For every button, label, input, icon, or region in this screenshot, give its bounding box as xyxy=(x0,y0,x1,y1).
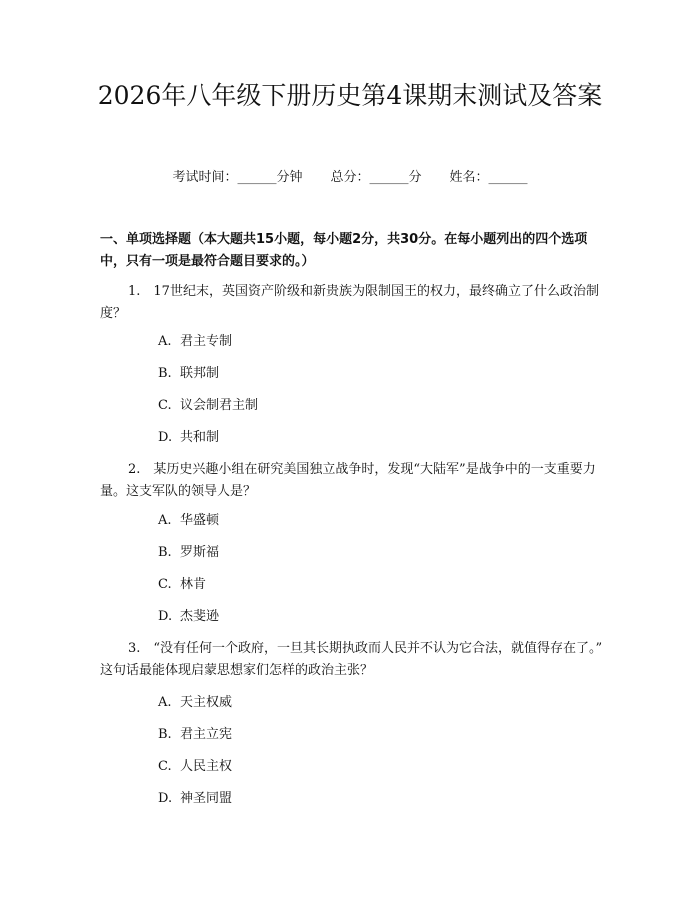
option-letter: A. xyxy=(158,334,172,349)
option-text: 议会制君主制 xyxy=(180,398,259,413)
option-text: 君主立宪 xyxy=(180,727,233,742)
question-2-option-c[interactable] xyxy=(158,575,206,595)
student-name-field: 姓名：______ xyxy=(449,170,528,185)
option-text: 罗斯福 xyxy=(180,545,220,560)
option-text: 共和制 xyxy=(180,430,220,445)
option-letter: D. xyxy=(158,609,173,624)
option-letter: B. xyxy=(158,545,172,560)
page-title: 2026年八年级下册历史第4课期末测试及答案 xyxy=(97,81,603,110)
option-letter: D. xyxy=(158,791,173,806)
question-1-option-d[interactable] xyxy=(158,428,219,448)
total-score-field: 总分：______分 xyxy=(330,170,422,185)
question-2-stem: 2. 某历史兴趣小组在研究美国独立战争时，发现“大陆军”是战争中的一支重要力量。这支军队的领导人是？ xyxy=(100,462,596,499)
option-text: 君主专制 xyxy=(180,334,233,349)
option-text: 华盛顿 xyxy=(180,513,220,528)
section-heading: 一、单项选择题（本大题共15小题，每小题2分，共30分。在每小题列出的四个选项中，只有一项是最符合题目要求的。） xyxy=(100,232,588,269)
question-1-option-a[interactable] xyxy=(158,332,232,352)
question-3-stem: 3. “没有任何一个政府，一旦其长期执政而人民并不认为它合法，就值得存在了。” 这句话最能体现启蒙思想家们怎样的政治主张？ xyxy=(100,641,616,678)
option-text: 神圣同盟 xyxy=(180,791,233,806)
question-2-option-b[interactable] xyxy=(158,543,219,563)
option-letter: D. xyxy=(158,430,173,445)
option-letter: A. xyxy=(158,513,172,528)
question-2-option-d[interactable] xyxy=(158,607,219,627)
option-text: 联邦制 xyxy=(180,366,220,381)
question-2-option-a[interactable] xyxy=(158,511,219,531)
option-letter: B. xyxy=(158,727,172,742)
question-3-option-c[interactable] xyxy=(158,757,232,777)
option-text: 杰斐逊 xyxy=(180,609,220,624)
question-1-option-c[interactable] xyxy=(158,396,258,416)
option-letter: A. xyxy=(158,695,172,710)
option-letter: C. xyxy=(158,398,172,413)
exam-meta xyxy=(0,168,700,188)
option-letter: C. xyxy=(158,759,172,774)
question-1-option-b[interactable] xyxy=(158,364,219,384)
option-text: 林肯 xyxy=(180,577,207,592)
option-letter: C. xyxy=(158,577,172,592)
question-3-option-d[interactable] xyxy=(158,789,232,809)
option-text: 天主权威 xyxy=(180,695,233,710)
option-text: 人民主权 xyxy=(180,759,233,774)
question-3-option-b[interactable] xyxy=(158,725,232,745)
exam-time-field: 考试时间：______分钟 xyxy=(172,170,303,185)
option-letter: B. xyxy=(158,366,172,381)
question-1-stem: 1. 17世纪末，英国资产阶级和新贵族为限制国王的权力，最终确立了什么政治制度？ xyxy=(100,284,599,321)
question-3-option-a[interactable] xyxy=(158,693,232,713)
